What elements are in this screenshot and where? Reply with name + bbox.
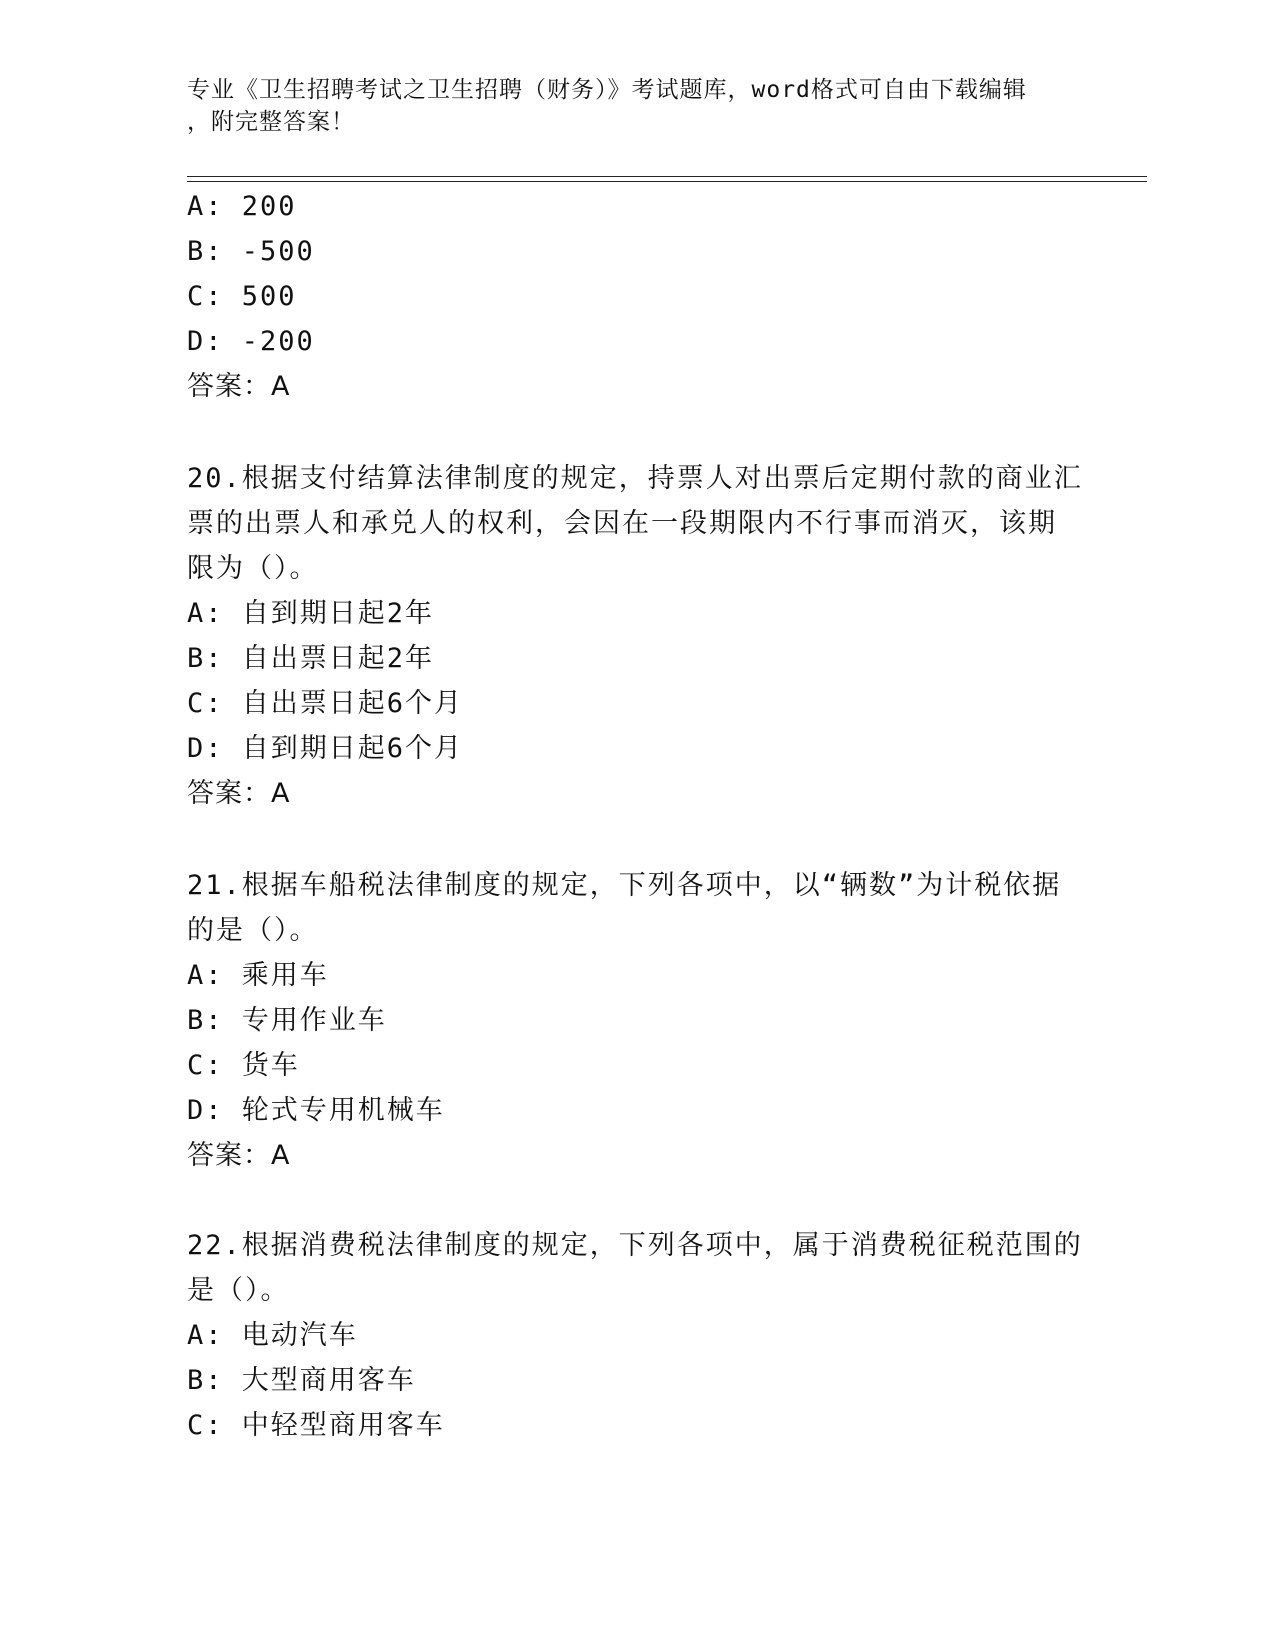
q22-option-c: C: 中轻型商用客车 — [187, 1410, 445, 1441]
q21-answer: 答案：A — [187, 1140, 291, 1171]
q19-answer: 答案：A — [187, 371, 291, 402]
q20-option-b: B: 自出票日起2年 — [187, 643, 435, 674]
q20-option-a: A: 自到期日起2年 — [187, 598, 435, 629]
q21-option-b: B: 专用作业车 — [187, 1005, 387, 1036]
q20-stem-line-1: 20.根据支付结算法律制度的规定，持票人对出票后定期付款的商业汇 — [187, 463, 1083, 494]
header-divider-second — [187, 181, 1147, 182]
q19-option-b: B: -500 — [187, 236, 315, 267]
q20-stem-line-3: 限为（）。 — [187, 553, 319, 584]
q22-option-a: A: 电动汽车 — [187, 1320, 358, 1351]
q21-stem-line-2: 的是（）。 — [187, 915, 319, 946]
q19-option-d: D: -200 — [187, 326, 315, 357]
header-title-line-2: ，附完整答案！ — [187, 109, 355, 135]
q20-option-c: C: 自出票日起6个月 — [187, 688, 464, 719]
q19-option-c: C: 500 — [187, 281, 297, 312]
q19-option-a: A: 200 — [187, 191, 297, 222]
q20-option-d: D: 自到期日起6个月 — [187, 733, 464, 764]
q21-option-a: A: 乘用车 — [187, 960, 329, 991]
q21-option-d: D: 轮式专用机械车 — [187, 1095, 445, 1126]
q22-option-b: B: 大型商用客车 — [187, 1365, 416, 1396]
q22-stem-line-2: 是（）。 — [187, 1275, 290, 1306]
header-title-line-1: 专业《卫生招聘考试之卫生招聘（财务）》考试题库，word格式可自由下载编辑 — [187, 77, 1027, 103]
q20-stem-line-2: 票的出票人和承兑人的权利，会因在一段期限内不行事而消灭，该期 — [187, 508, 1057, 539]
q21-option-c: C: 货车 — [187, 1050, 300, 1081]
q22-stem-line-1: 22.根据消费税法律制度的规定，下列各项中，属于消费税征税范围的 — [187, 1230, 1083, 1261]
q20-answer: 答案：A — [187, 778, 291, 809]
q21-stem-line-1: 21.根据车船税法律制度的规定，下列各项中，以“辆数”为计税依据 — [187, 870, 1062, 901]
header-divider — [187, 176, 1147, 177]
document-header — [187, 74, 1067, 138]
